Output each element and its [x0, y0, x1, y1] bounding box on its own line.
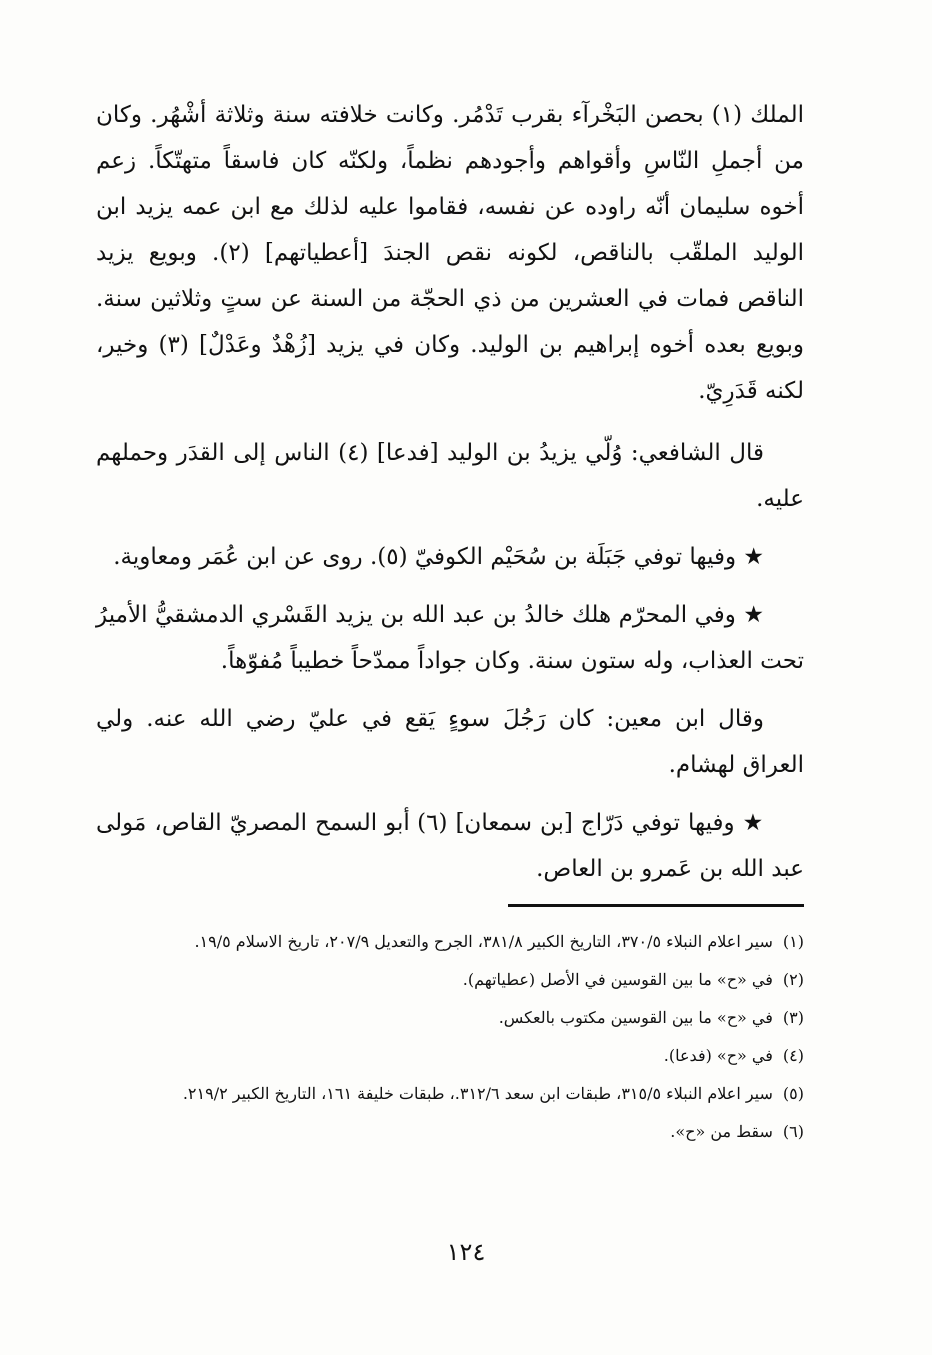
- footnote-number: (٤): [782, 1046, 804, 1065]
- footnote-text: سير اعلام النبلاء ٣١٥/٥، طبقات ابن سعد ٣١٢/٦.، طبقات خليفة ١٦١، التاريخ الكبير ٢١٩/٢.: [182, 1084, 773, 1103]
- footnote-separator-wrap: [96, 904, 804, 907]
- footnote-number: (٣): [782, 1008, 804, 1027]
- footnote-number: (٦): [782, 1122, 804, 1141]
- footnotes: [96, 925, 804, 1149]
- footnote-text: في «ح» ما بين القوسين مكتوب بالعكس.: [498, 1008, 773, 1027]
- footnote-2: [96, 963, 804, 997]
- footnote-number: (٢): [782, 970, 804, 989]
- footnote-number: (٥): [782, 1084, 804, 1103]
- footnote-number: (١): [782, 932, 804, 951]
- footnote-3: [96, 1001, 804, 1035]
- paragraph-5: وقال ابن معين: كان رَجُلَ سوءٍ يَقع في عليّ رضي الله عنه. ولي العراق لهشام.: [96, 706, 804, 778]
- footnote-text: سير اعلام النبلاء ٣٧٠/٥، التاريخ الكبير ٣٨١/٨، الجرح والتعديل ٢٠٧/٩، تاريخ الاسلام ١٩/٥.: [194, 932, 773, 951]
- footnote-separator: [508, 904, 804, 907]
- paragraph-1: الملك (١) بحصن البَخْرآء بقرب تَدْمُر. وكانت خلافته سنة وثلاثة أشْهُر. وكان من أجملِ النّاسِ وأقواهم وأجودهم نظماً، ولكنّه كان فاسقاً متهتّكاً. زعم أخوه سليمان أنّه راوده عن نفسه، فقاموا عليه لذلك مع ابن عمه يزيد ابن الوليد الملقّب بالناقص، لكونه نقص الجندَ [أعطياتهم] (٢). وبويع يزيد الناقص فمات في العشرين من ذي الحجّة من السنة عن ستٍ وثلاثين سنة. وبويع بعده أخوه إبراهيم بن الوليد. وكان في يزيد [زُهْدٌ وعَدْلٌ] (٣) وخير، لكنه قَدَرِيّ.: [96, 102, 804, 404]
- main-text: [96, 92, 804, 892]
- page-number: ١٢٤: [446, 1238, 486, 1266]
- footnote-text: في «ح» ما بين القوسين في الأصل (عطياتهم).: [462, 970, 773, 989]
- paragraph-4: ★ وفي المحرّم هلك خالدُ بن عبد الله بن يزيد القَسْري الدمشقيُّ الأميرُ تحت العذاب، وله ستون سنة. وكان جواداً ممدّحاً خطيباً مُفوّهاً.: [96, 602, 804, 674]
- paragraph-2: قال الشافعي: وُلّي يزيدُ بن الوليد [فدعا] (٤) الناس إلى القدَر وحملهم عليه.: [96, 440, 804, 512]
- footnote-1: [96, 925, 804, 959]
- paragraph-6: ★ وفيها توفي دَرّاج [بن سمعان] (٦) أبو السمح المصريّ القاص، مَولى عبد الله بن عَمرو بن العاص.: [96, 810, 804, 882]
- footnote-6: [96, 1115, 804, 1149]
- footnote-4: [96, 1039, 804, 1073]
- footnote-text: في «ح» (فدعا).: [663, 1046, 773, 1065]
- footnote-5: [96, 1077, 804, 1111]
- paragraph-3: ★ وفيها توفي جَبَلَة بن سُحَيْم الكوفيّ (٥). روى عن ابن عُمَر ومعاوية.: [113, 544, 764, 570]
- footnote-text: سقط من «ح».: [670, 1122, 773, 1141]
